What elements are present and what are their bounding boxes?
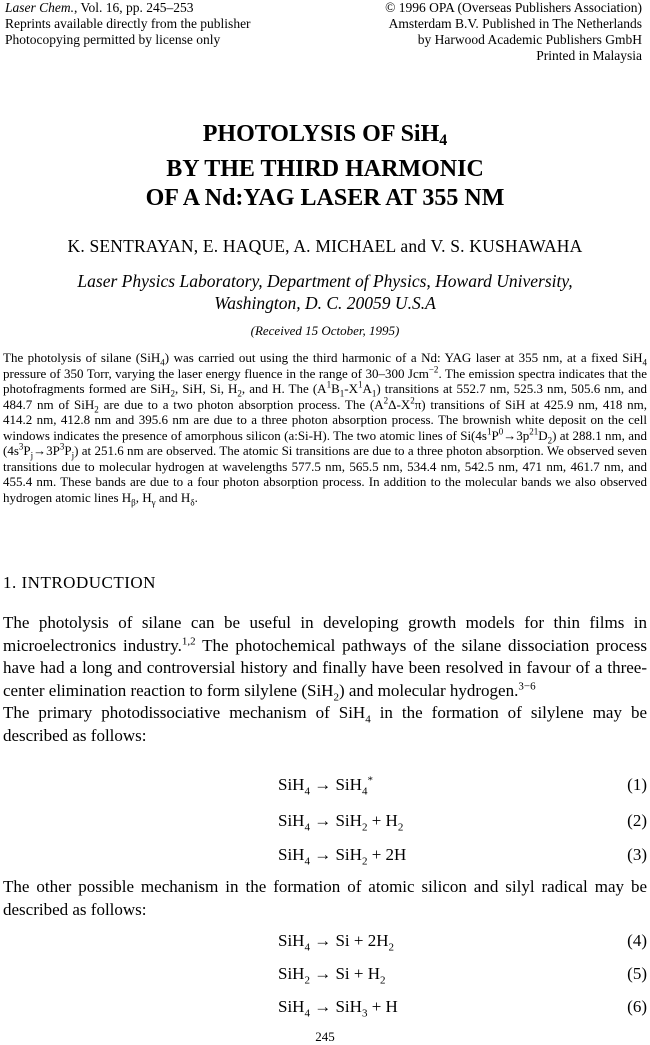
intro-paragraph-1: The photolysis of silane can be useful in developing growth models for thin films in microelectronics industry.$^{1,2}$ The photochemical pathways of the silane dissociation process have had a long and controversial history and finally have been resolved in favour of a three-center elimination reaction to form silylene (SiH$_2$) and molecular hydrogen.$^{3-6}$ The primary photodissociative mechanism of SiH$_4$ in the formation of silylene may be described as follows:: [3, 613, 647, 745]
title-line-3: OF A Nd:YAG LASER AT 355 NM: [145, 185, 505, 211]
equation-expression: $SiH_4 \to Si + 2H_2$: [278, 931, 395, 954]
journal-citation: Laser Chem., Vol. 16, pp. 245–253: [5, 0, 194, 15]
equation-1: [0, 775, 650, 797]
journal-info: [5, 0, 251, 48]
equation-number: (4): [627, 931, 647, 950]
publisher-info: [385, 0, 642, 64]
section-heading: 1. INTRODUCTION: [3, 573, 156, 592]
printed-line: Printed in Malaysia: [536, 48, 642, 63]
copyright-line: © 1996 OPA (Overseas Publishers Association): [385, 0, 642, 15]
affiliation-line-2: Washington, D. C. 20059 U.S.A: [214, 293, 436, 313]
received-date: (Received 15 October, 1995): [250, 323, 400, 338]
equation-expression: SiH$_4$ → SiH$_4$*: [278, 774, 373, 798]
equation-expression: $SiH_4 \to SiH_2 + H_2$: [278, 811, 404, 834]
equation-number: (6): [627, 997, 647, 1016]
equation-5: [0, 964, 650, 986]
equation-number: (5): [627, 964, 647, 983]
equation-expression: SiH$_4$ → SiH$_2$ + 2H: [278, 845, 407, 868]
publisher-line-2: by Harwood Academic Publishers GmbH: [417, 32, 642, 47]
equation-number: (2): [627, 811, 647, 830]
equation-expression: $SiH_2 \to Si + H_2$: [278, 964, 386, 987]
reprints-note: Reprints available directly from the publisher: [5, 16, 251, 31]
equation-expression: SiH$_4$ → SiH$_3$ + H: [278, 997, 398, 1020]
equation-2: [0, 811, 650, 833]
author-list: K. SENTRAYAN, E. HAQUE, A. MICHAEL and V. S. KUSHAWAHA: [67, 236, 583, 256]
photocopy-note: Photocopying permitted by license only: [5, 32, 221, 47]
affiliation-line-1: Laser Physics Laboratory, Department of Physics, Howard University,: [77, 271, 573, 291]
title-line-1: PHOTOLYSIS OF SiH$_4$: [202, 121, 448, 149]
paper-title: [0, 120, 650, 213]
equation-number: (1): [627, 775, 647, 794]
intro-paragraph-2: The other possible mechanism in the formation of atomic silicon and silyl radical may be described as follows:: [3, 877, 647, 919]
abstract: The photolysis of silane (SiH$_4$) was carried out using the third harmonic of a Nd: YAG laser at 355 nm, at a fixed SiH$_4$ pressure of 350 Torr, varying the laser energy fluence in the range of 30–300 Jcm$^{-2}$. The emission spectra indicates that the photofragments formed are SiH$_2$, SiH, Si, $H_2$, and H. The $(A^1B_1-X^1A_1)$ transitions at 552.7 nm, 525.3 nm, 505.6 nm, and 484.7 nm of SiH$_2$ are due to a two photon absorption process. The $(A^2\Delta-X^2\pi)$ transitions of SiH at 425.9 nm, 418 nm, 414.2 nm, 412.8 nm and 395.6 nm are due to a three photon absorption process. The brownish white deposit on the cell windows indicates the presence of amorphous silicon (a:Si-H). The two atomic lines of $Si(4s^1P^0\to 3p^{21}D_2)$ at 288.1 nm, and $(4s^3P_j\to 3P^3P_j)$ at 251.6 nm are observed. The atomic Si transitions are due to a three photon absorption. We observed seven transitions due to molecular hydrogen at wavelengths 577.5 nm, 565.5 nm, 534.4 nm, 542.5 nm, 471 nm, 461.7 nm, and 455.4 nm. These bands are due to a four photon absorption process. In addition to the molecular bands we also observed hydrogen atomic lines $H_\beta$, $H_\gamma$ and $H_\delta$.: [3, 350, 648, 508]
equation-6: [0, 997, 650, 1019]
equation-4: [0, 931, 650, 953]
affiliation: [0, 270, 650, 314]
title-line-2: BY THE THIRD HARMONIC: [166, 156, 484, 182]
equation-number: (3): [627, 845, 647, 864]
equation-3: [0, 845, 650, 867]
publisher-line: Amsterdam B.V. Published in The Netherlands: [388, 16, 642, 31]
page-number: 245: [315, 1029, 335, 1044]
